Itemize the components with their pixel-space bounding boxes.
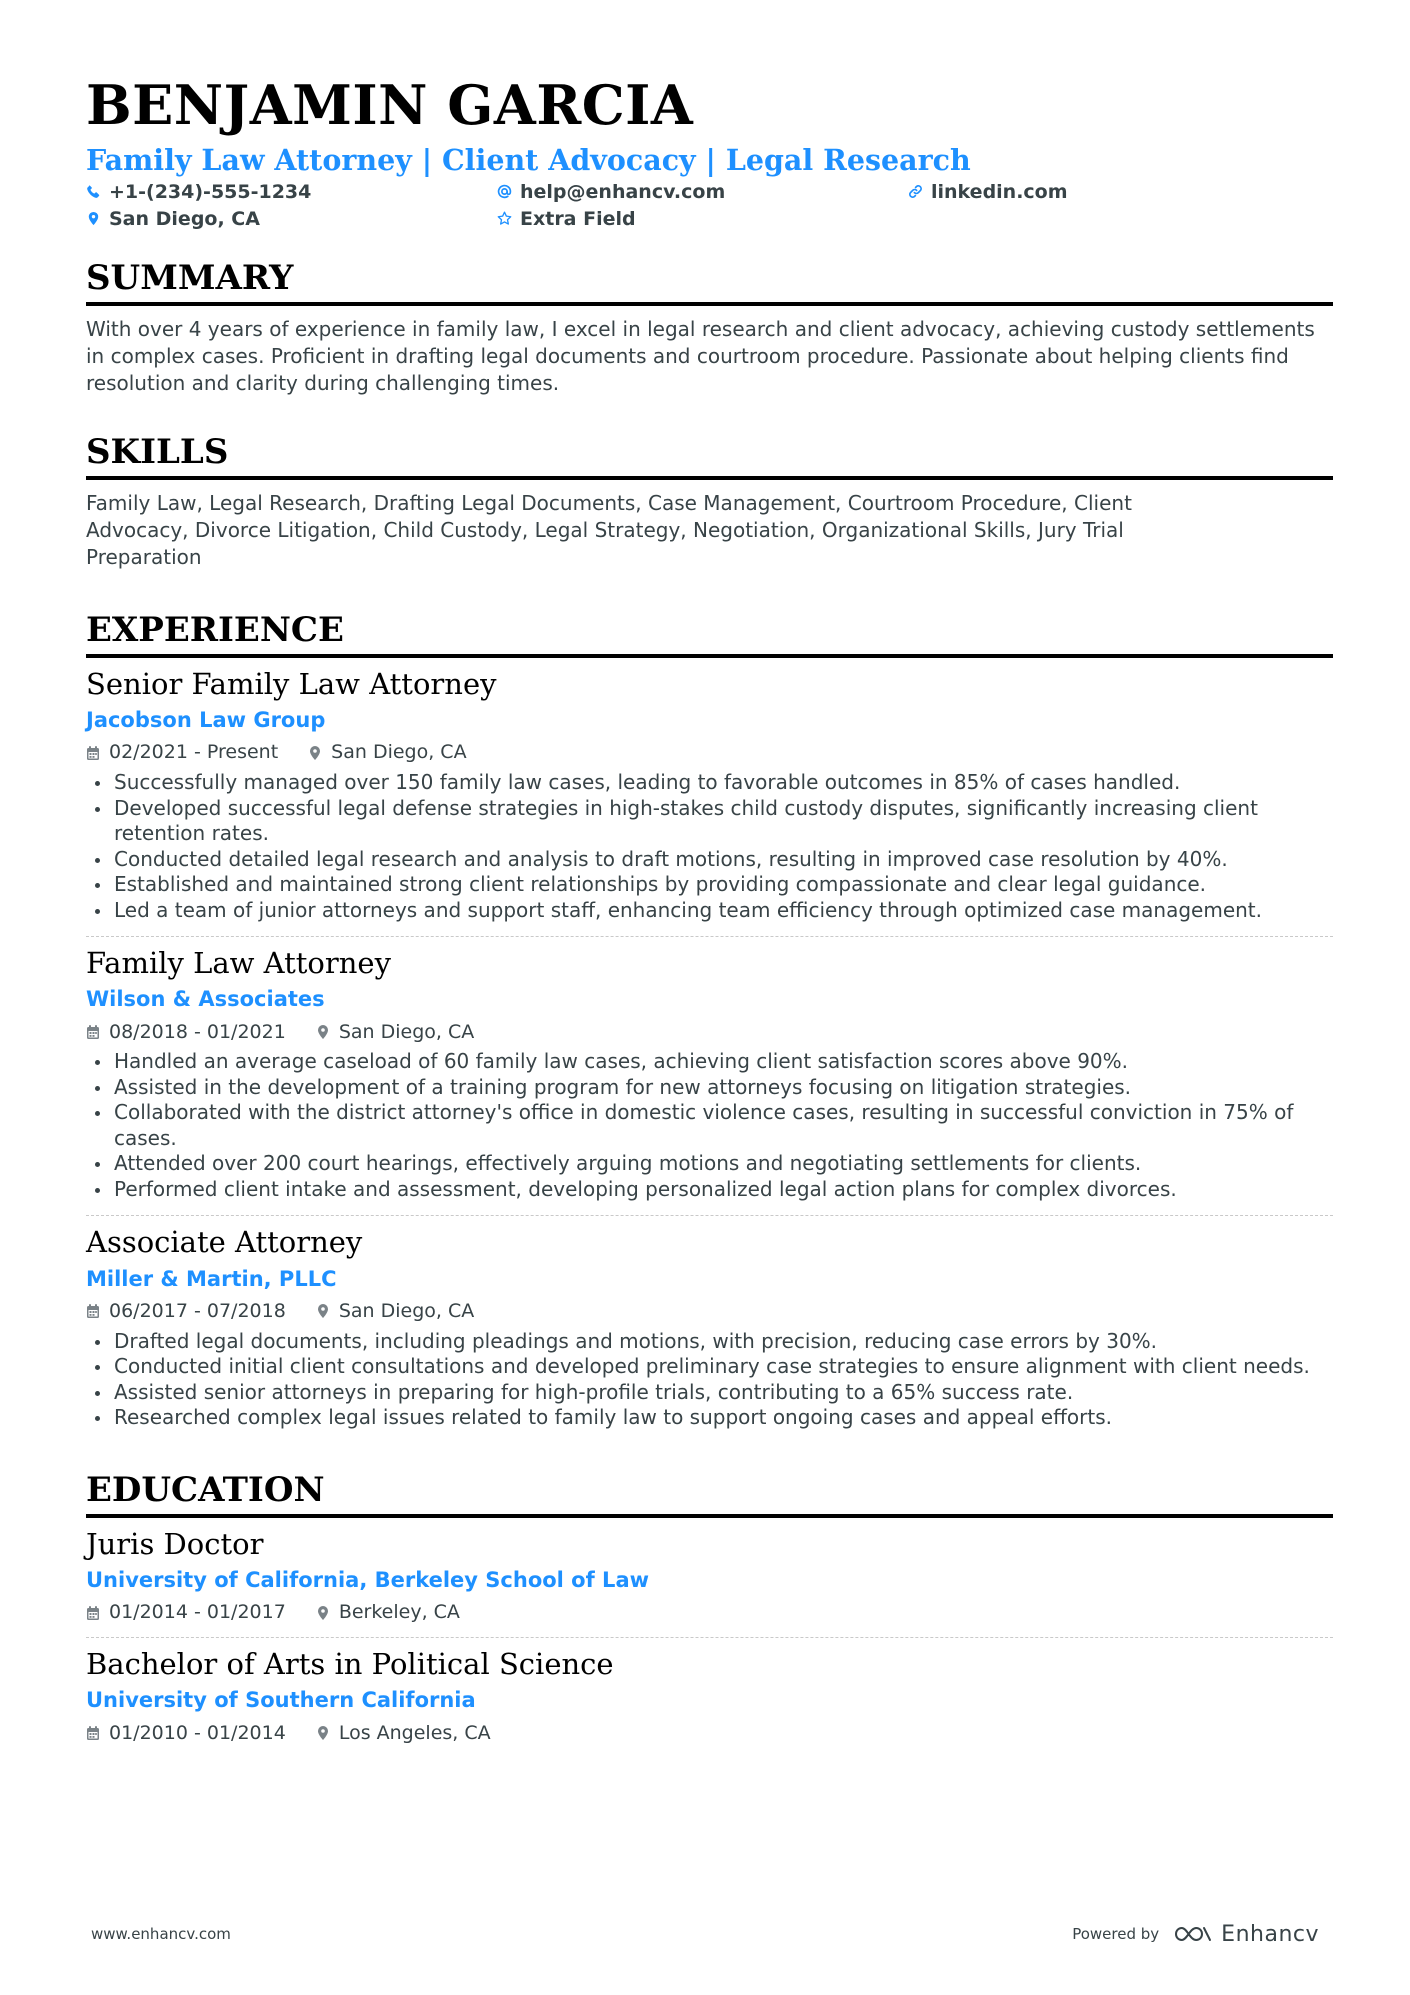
location-pin-icon xyxy=(308,745,322,761)
education-entry xyxy=(86,1648,1333,1744)
contact-extra xyxy=(497,208,636,230)
contact-phone[interactable] xyxy=(86,181,311,203)
experience-section xyxy=(86,609,1333,1431)
job-bullets xyxy=(86,1329,1333,1431)
degree-title: Juris Doctor xyxy=(86,1526,264,1561)
job-title: Associate Attorney xyxy=(86,1225,363,1260)
entry-divider xyxy=(86,1637,1333,1638)
footer-url[interactable]: www.enhancv.com xyxy=(91,1925,231,1943)
job-dates xyxy=(86,1300,286,1323)
job-bullets xyxy=(86,770,1333,923)
bullet-item: Attended over 200 court hearings, effectively arguing motions and negotiating settlements for clients. xyxy=(86,1151,1333,1177)
experience-entry xyxy=(86,1226,1333,1430)
phone-icon xyxy=(86,184,101,199)
entry-divider xyxy=(86,936,1333,937)
extra-text: Extra Field xyxy=(520,207,636,230)
job-title: Senior Family Law Attorney xyxy=(86,666,497,701)
skills-text: Family Law, Legal Research, Drafting Legal Documents, Case Management, Courtroom Procedure, Client Advocacy, Divorce Litigation, Child Custody, Legal Strategy, Negotiation, Organizational Skills, Jury Trial Preparation xyxy=(86,490,1132,569)
phone-text: +1-(234)-555-1234 xyxy=(109,180,312,203)
company-name: Wilson & Associates xyxy=(86,987,325,1012)
bullet-item: Developed successful legal defense strategies in high-stakes child custody disputes, significantly increasing client retention rates. xyxy=(86,796,1333,847)
location-text: San Diego, CA xyxy=(331,741,467,764)
bullet-item: Assisted in the development of a training program for new attorneys focusing on litigation strategies. xyxy=(86,1075,1333,1101)
headline: Family Law Attorney | Client Advocacy | Legal Research xyxy=(86,143,971,177)
calendar-icon xyxy=(86,1605,100,1621)
job-meta xyxy=(86,1300,1333,1323)
location-pin-icon xyxy=(86,211,101,226)
location-text: Los Angeles, CA xyxy=(338,1721,491,1744)
link-icon xyxy=(908,184,923,199)
education-entry xyxy=(86,1528,1333,1638)
candidate-name: BENJAMIN GARCIA xyxy=(86,73,694,137)
school-name: University of Southern California xyxy=(86,1688,476,1713)
location-text: San Diego, CA xyxy=(338,1299,475,1322)
location-text: San Diego, CA xyxy=(338,1020,475,1043)
summary-text: With over 4 years of experience in family law, I excel in legal research and client advocacy, achieving custody settlements in complex cases. Proficient in drafting legal documents and courtroom procedure. Passionate about helping clients find resolution and clarity during challenging times. xyxy=(86,316,1315,395)
bullet-item: Led a team of junior attorneys and support staff, enhancing team efficiency through optimized case management. xyxy=(86,898,1333,924)
entry-divider xyxy=(86,1215,1333,1216)
bullet-item: Drafted legal documents, including pleadings and motions, with precision, reducing case errors by 30%. xyxy=(86,1329,1333,1355)
dates-text: 02/2021 - Present xyxy=(109,741,279,764)
powered-by[interactable] xyxy=(1072,1922,1319,1947)
location-pin-icon xyxy=(316,1605,330,1621)
dates-text: 01/2010 - 01/2014 xyxy=(109,1721,286,1744)
bullet-item: Researched complex legal issues related to family law to support ongoing cases and appeal efforts. xyxy=(86,1405,1333,1431)
summary-title: SUMMARY xyxy=(86,261,1333,306)
job-meta xyxy=(86,1021,1333,1044)
star-icon xyxy=(497,211,512,226)
dates-text: 01/2014 - 01/2017 xyxy=(109,1601,286,1624)
page-footer xyxy=(91,1919,1319,1949)
job-location xyxy=(316,1300,474,1323)
summary-section xyxy=(86,257,1333,397)
school-name: University of California, Berkeley School of Law xyxy=(86,1568,650,1593)
skills-section xyxy=(86,431,1333,571)
job-title: Family Law Attorney xyxy=(86,946,391,981)
calendar-icon xyxy=(86,1725,100,1741)
company-name: Jacobson Law Group xyxy=(86,708,326,733)
calendar-icon xyxy=(86,745,100,761)
education-meta xyxy=(86,1722,1333,1745)
job-location xyxy=(308,741,466,764)
bullet-item: Assisted senior attorneys in preparing for high-profile trials, contributing to a 65% success rate. xyxy=(86,1380,1333,1406)
at-icon xyxy=(497,184,512,199)
contact-info xyxy=(86,181,1333,237)
experience-title: EXPERIENCE xyxy=(86,613,1333,658)
location-pin-icon xyxy=(316,1303,330,1319)
calendar-icon xyxy=(86,1024,100,1040)
education-title: EDUCATION xyxy=(86,1473,1333,1518)
job-meta xyxy=(86,741,1333,764)
location-text: San Diego, CA xyxy=(109,207,260,230)
education-section xyxy=(86,1469,1333,1745)
dates-text: 06/2017 - 07/2018 xyxy=(109,1299,286,1322)
education-dates xyxy=(86,1722,286,1745)
linkedin-text: linkedin.com xyxy=(931,180,1068,203)
education-location xyxy=(316,1601,460,1624)
bullet-item: Conducted detailed legal research and analysis to draft motions, resulting in improved case resolution by 40%. xyxy=(86,847,1333,873)
job-dates xyxy=(86,1021,286,1044)
brand-logo xyxy=(1173,1922,1319,1947)
location-text: Berkeley, CA xyxy=(338,1601,460,1624)
contact-linkedin[interactable] xyxy=(908,181,1068,203)
brand-name: Enhancv xyxy=(1221,1921,1319,1947)
dates-text: 08/2018 - 01/2021 xyxy=(109,1020,286,1043)
company-name: Miller & Martin, PLLC xyxy=(86,1266,337,1291)
contact-location xyxy=(86,208,260,230)
skills-title: SKILLS xyxy=(86,435,1333,480)
education-location xyxy=(316,1722,491,1745)
bullet-item: Established and maintained strong client relationships by providing compassionate and clear legal guidance. xyxy=(86,872,1333,898)
contact-email[interactable] xyxy=(497,181,725,203)
bullet-item: Handled an average caseload of 60 family law cases, achieving client satisfaction scores above 90%. xyxy=(86,1049,1333,1075)
powered-by-label: Powered by xyxy=(1072,1925,1160,1943)
experience-entry xyxy=(86,668,1333,937)
bullet-item: Conducted initial client consultations and developed preliminary case strategies to ensure alignment with client needs. xyxy=(86,1354,1333,1380)
bullet-item: Collaborated with the district attorney's office in domestic violence cases, resulting in successful conviction in 75% of cases. xyxy=(86,1100,1333,1151)
calendar-icon xyxy=(86,1303,100,1319)
job-dates xyxy=(86,741,278,764)
experience-entry xyxy=(86,947,1333,1216)
bullet-item: Successfully managed over 150 family law cases, leading to favorable outcomes in 85% of cases handled. xyxy=(86,770,1333,796)
location-pin-icon xyxy=(316,1024,330,1040)
enhancv-logo-icon xyxy=(1173,1924,1213,1944)
job-bullets xyxy=(86,1049,1333,1202)
location-pin-icon xyxy=(316,1725,330,1741)
education-dates xyxy=(86,1601,286,1624)
job-location xyxy=(316,1021,474,1044)
bullet-item: Performed client intake and assessment, developing personalized legal action plans for complex divorces. xyxy=(86,1177,1333,1203)
degree-title: Bachelor of Arts in Political Science xyxy=(86,1647,614,1682)
email-text: help@enhancv.com xyxy=(520,180,726,203)
resume-page xyxy=(86,73,1333,1744)
education-meta xyxy=(86,1601,1333,1624)
